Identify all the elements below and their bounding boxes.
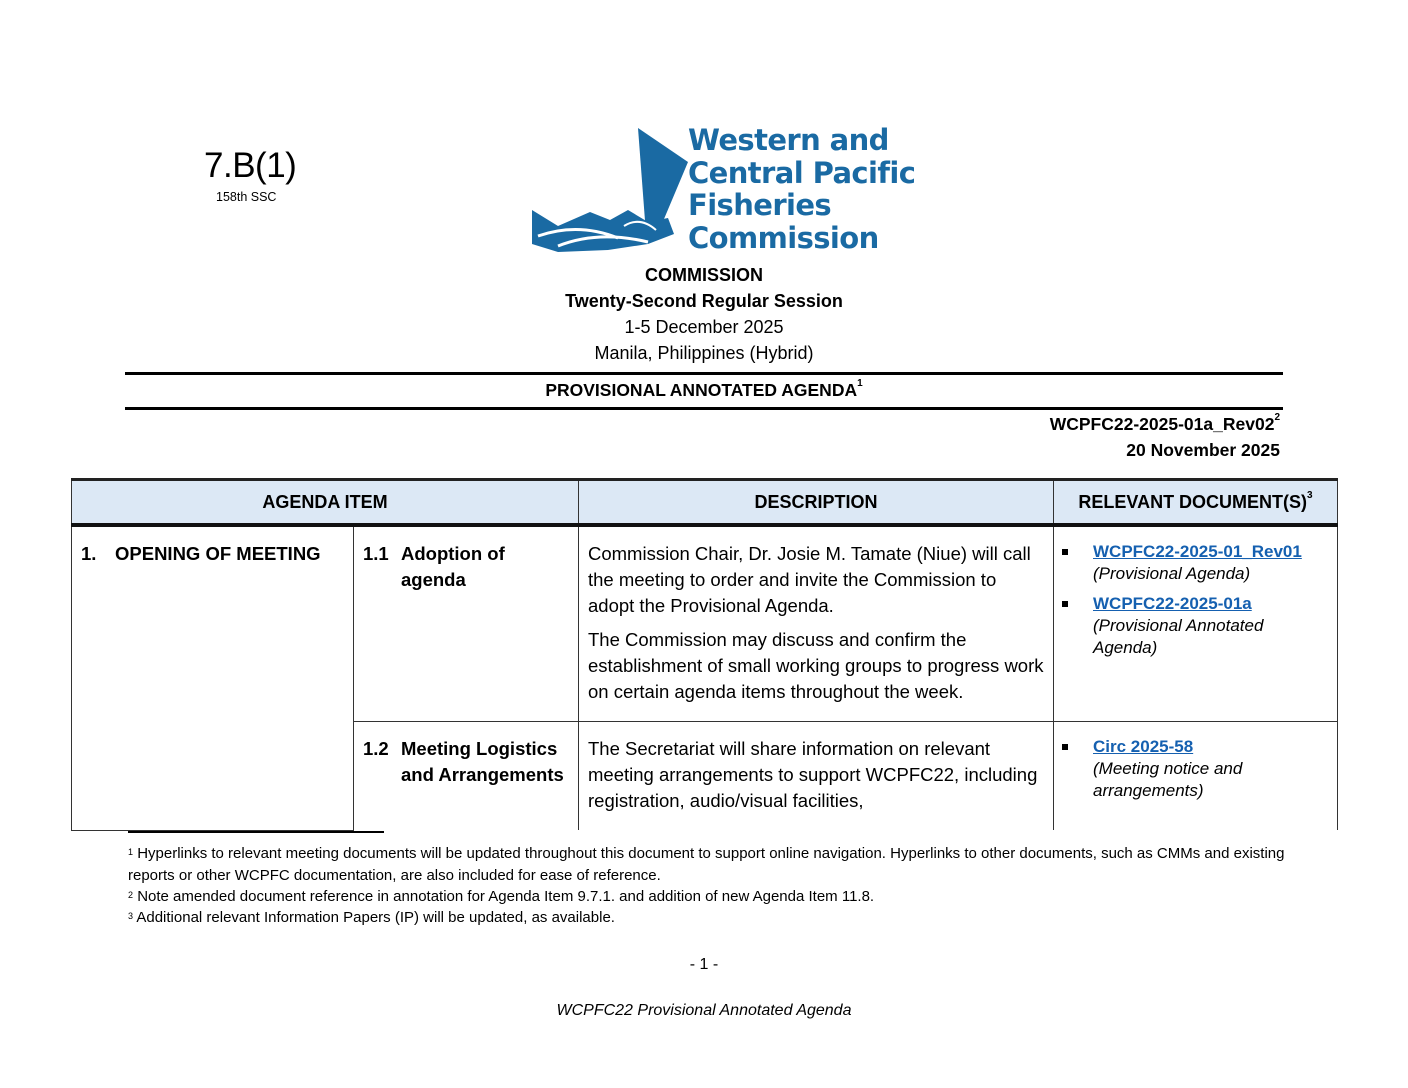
footnote-ref[interactable]: 3: [1307, 489, 1313, 501]
document-note: (Meeting notice and arrangements): [1093, 759, 1243, 800]
logo-line-4: Commission: [688, 220, 879, 255]
footnote-text: Hyperlinks to relevant meeting documents will be updated throughout this document to support online navigation. Hyperlinks to other documents, such as CMMs and existing reports or other WCPFC documentation, are also included for ease of reference.: [128, 845, 1285, 884]
subitem-number: 1.1: [363, 543, 389, 564]
bullet-icon: [1062, 549, 1068, 555]
title-rule-bottom: [125, 407, 1283, 410]
document-title: [125, 380, 1283, 401]
subitem-title: Adoption of agenda: [401, 543, 505, 590]
bullet-icon: [1062, 744, 1068, 750]
document-title-text: PROVISIONAL ANNOTATED AGENDA: [545, 380, 858, 400]
footnote-number: 1: [128, 847, 134, 857]
footnote-3: [128, 907, 1288, 929]
description-paragraph: The Secretariat will share information on relevant meeting arrangements to support WCPFC22, including registration, audio/visual facilities,: [588, 738, 1038, 811]
organization-name: [688, 124, 915, 254]
documents-cell: [1054, 722, 1338, 831]
footnote-ref[interactable]: 1: [857, 378, 863, 389]
document-item: [1060, 541, 1328, 585]
table-row: [72, 525, 1338, 722]
footnote-1: [128, 843, 1288, 886]
subitem-cell: [354, 525, 579, 722]
section-title: OPENING OF MEETING: [115, 543, 321, 564]
header-body: COMMISSION: [644, 265, 763, 285]
stamp-subtitle: 158th SSC: [216, 190, 277, 204]
document-code-text: WCPFC22-2025-01a_Rev02: [1049, 414, 1275, 434]
footnote-ref[interactable]: 2: [1274, 412, 1280, 423]
header-location: Manila, Philippines (Hybrid): [594, 343, 814, 363]
page-footer: WCPFC22 Provisional Annotated Agenda: [556, 1002, 852, 1019]
document-note: (Provisional Agenda): [1093, 564, 1251, 583]
section-number: 1.: [81, 543, 97, 564]
document-link[interactable]: WCPFC22-2025-01a: [1093, 594, 1252, 613]
document-code: [1050, 414, 1280, 435]
footnote-text: Note amended document reference in annotation for Agenda Item 9.7.1. and addition of new Agenda Item 11.8.: [137, 888, 875, 905]
document-date: 20 November 2025: [1126, 440, 1280, 460]
document-item: [1060, 593, 1328, 659]
footnote-2: [128, 886, 1288, 908]
column-header-documents-text: RELEVANT DOCUMENT(S): [1078, 491, 1308, 512]
header-session: Twenty-Second Regular Session: [565, 291, 843, 311]
description-cell: [579, 722, 1054, 831]
description-paragraph: Commission Chair, Dr. Josie M. Tamate (Niue) will call the meeting to order and invite the Commission to adopt the Provisional Agenda.: [588, 543, 1031, 616]
column-header-agenda-item: AGENDA ITEM: [72, 480, 579, 526]
stamp-code: 7.B(1): [204, 146, 297, 185]
document-item: [1060, 736, 1328, 802]
footnote-text: Additional relevant Information Papers (IP) will be updated, as available.: [136, 909, 615, 926]
description-paragraph: The Commission may discuss and confirm the establishment of small working groups to progress work on certain agenda items throughout the week.: [588, 629, 1044, 702]
bullet-icon: [1062, 601, 1068, 607]
title-rule-top: [125, 372, 1283, 375]
subitem-cell: [354, 722, 579, 831]
footnote-number: 2: [128, 890, 134, 900]
table-header-row: [72, 480, 1338, 526]
subitem-title: Meeting Logistics and Arrangements: [401, 738, 564, 785]
column-header-documents: [1054, 480, 1338, 526]
documents-cell: [1054, 525, 1338, 722]
document-link[interactable]: WCPFC22-2025-01_Rev01: [1093, 542, 1302, 561]
logo-line-1: Western and: [688, 123, 889, 157]
section-cell: [72, 525, 354, 830]
footnote-number: 3: [128, 911, 134, 921]
document-note: (Provisional Annotated Agenda): [1093, 616, 1264, 657]
logo-line-3: Fisheries: [688, 188, 832, 222]
agenda-table: [71, 478, 1338, 831]
description-cell: [579, 525, 1054, 722]
subitem-number: 1.2: [363, 738, 389, 759]
column-header-description: DESCRIPTION: [579, 480, 1054, 526]
document-link[interactable]: Circ 2025-58: [1093, 737, 1194, 756]
header-dates: 1-5 December 2025: [624, 317, 784, 337]
page-number: - 1 -: [689, 956, 719, 973]
logo-line-2: Central Pacific: [688, 155, 916, 190]
footnote-separator: [128, 831, 384, 833]
